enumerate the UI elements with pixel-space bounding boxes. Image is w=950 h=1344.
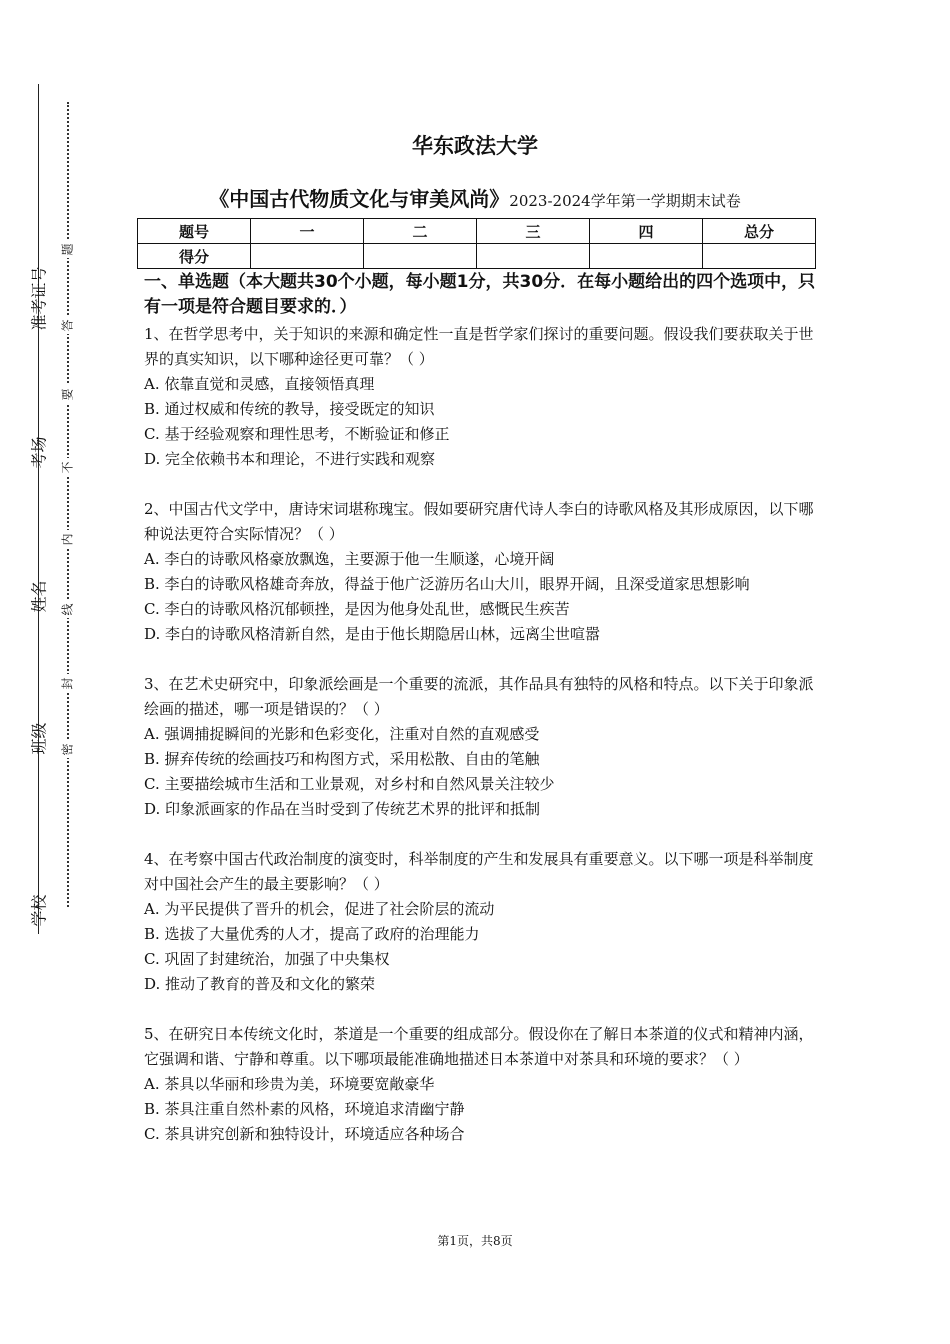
question-option: B. 李白的诗歌风格雄奇奔放，得益于他广泛游历名山大川，眼界开阔，且深受道家思想影响	[144, 575, 750, 593]
question-option: D. 完全依赖书本和理论，不进行实践和观察	[144, 450, 436, 468]
seal-char: 不	[58, 458, 76, 476]
score-table-header: 总分	[703, 219, 816, 244]
seal-char: 答	[58, 316, 76, 334]
question-option: B. 摒弃传统的绘画技巧和构图方式，采用松散、自由的笔触	[144, 750, 540, 768]
margin-field-ticket-number: 准考证号	[29, 265, 49, 331]
question-option: B. 茶具注重自然朴素的风格，环境追求清幽宁静	[144, 1100, 465, 1118]
question-stem: 2、中国古代文学中，唐诗宋词堪称瑰宝。假如要研究唐代诗人李白的诗歌风格及其形成原因，以下哪种说法更符合实际情况？（ ）	[144, 500, 814, 543]
seal-dotted-line	[67, 102, 69, 907]
exam-content	[144, 270, 816, 1172]
score-table-header: 一	[251, 219, 364, 244]
margin-field-name: 姓名	[29, 579, 49, 613]
exam-title	[0, 183, 950, 212]
question-option: A. 强调捕捉瞬间的光影和色彩变化，注重对自然的直观感受	[144, 725, 540, 743]
question-option: C. 茶具讲究创新和独特设计，环境适应各种场合	[144, 1125, 465, 1143]
question-stem: 3、在艺术史研究中，印象派绘画是一个重要的流派，其作品具有独特的风格和特点。以下关于印象派绘画的描述，哪一项是错误的？（ ）	[144, 675, 814, 718]
question-option: D. 印象派画家的作品在当时受到了传统艺术界的批评和抵制	[144, 800, 541, 818]
score-cell	[703, 244, 816, 269]
seal-char: 内	[58, 530, 76, 548]
score-cell	[251, 244, 364, 269]
score-row-label: 得分	[138, 244, 251, 269]
page-footer: 第1页，共8页	[437, 1234, 513, 1248]
score-table-header: 题号	[138, 219, 251, 244]
exam-info: 2023-2024学年第一学期期末试卷	[509, 192, 741, 210]
question	[144, 1022, 816, 1147]
score-cell	[364, 244, 477, 269]
margin-field-room: 考场	[29, 435, 49, 469]
question-option: C. 主要描绘城市生活和工业景观，对乡村和自然风景关注较少	[144, 775, 555, 793]
question-option: B. 选拔了大量优秀的人才，提高了政府的治理能力	[144, 925, 480, 943]
question-stem: 4、在考察中国古代政治制度的演变时，科举制度的产生和发展具有重要意义。以下哪一项是科举制度对中国社会产生的最主要影响？（ ）	[144, 850, 814, 893]
score-table-header: 三	[477, 219, 590, 244]
question-option: D. 推动了教育的普及和文化的繁荣	[144, 975, 376, 993]
score-table-header: 四	[590, 219, 703, 244]
question	[144, 497, 816, 647]
score-cell	[477, 244, 590, 269]
seal-char: 封	[58, 674, 76, 692]
margin-field-class: 班级	[29, 721, 49, 755]
score-table	[137, 218, 816, 269]
question-option: A. 李白的诗歌风格豪放飘逸，主要源于他一生顺遂，心境开阔	[144, 550, 555, 568]
seal-char: 题	[58, 240, 76, 258]
margin-field-school: 学校	[29, 893, 49, 927]
section-heading: 一、单选题（本大题共30个小题，每小题1分，共30分．在每小题给出的四个选项中，只有一项是符合题目要求的．）	[144, 272, 816, 317]
score-table-header-row	[138, 219, 816, 244]
question-option: D. 李白的诗歌风格清新自然，是由于他长期隐居山林，远离尘世喧嚣	[144, 625, 601, 643]
question-option: A. 依靠直觉和灵感，直接领悟真理	[144, 375, 375, 393]
question-stem: 1、在哲学思考中，关于知识的来源和确定性一直是哲学家们探讨的重要问题。假设我们要获取关于世界的真实知识，以下哪种途径更可靠？（ ）	[144, 325, 814, 368]
question	[144, 847, 816, 997]
seal-char: 要	[58, 385, 76, 403]
seal-char: 密	[58, 740, 76, 758]
question	[144, 672, 816, 822]
score-table-header: 二	[364, 219, 477, 244]
question-option: C. 巩固了封建统治，加强了中央集权	[144, 950, 390, 968]
question-option: C. 李白的诗歌风格沉郁顿挫，是因为他身处乱世，感慨民生疾苦	[144, 600, 570, 618]
score-table-score-row	[138, 244, 816, 269]
question-option: C. 基于经验观察和理性思考，不断验证和修正	[144, 425, 450, 443]
course-title: 《中国古代物质文化与审美风尚》	[209, 187, 510, 211]
seal-char: 线	[58, 600, 76, 618]
question-option: A. 茶具以华丽和珍贵为美，环境要宽敞豪华	[144, 1075, 435, 1093]
score-cell	[590, 244, 703, 269]
question	[144, 322, 816, 472]
question-stem: 5、在研究日本传统文化时，茶道是一个重要的组成部分。假设你在了解日本茶道的仪式和精神内涵，它强调和谐、宁静和尊重。以下哪项最能准确地描述日本茶道中对茶具和环境的要求？（ ）	[144, 1025, 814, 1068]
university-name: 华东政法大学	[412, 134, 538, 158]
question-option: A. 为平民提供了晋升的机会，促进了社会阶层的流动	[144, 900, 495, 918]
question-option: B. 通过权威和传统的教导，接受既定的知识	[144, 400, 435, 418]
